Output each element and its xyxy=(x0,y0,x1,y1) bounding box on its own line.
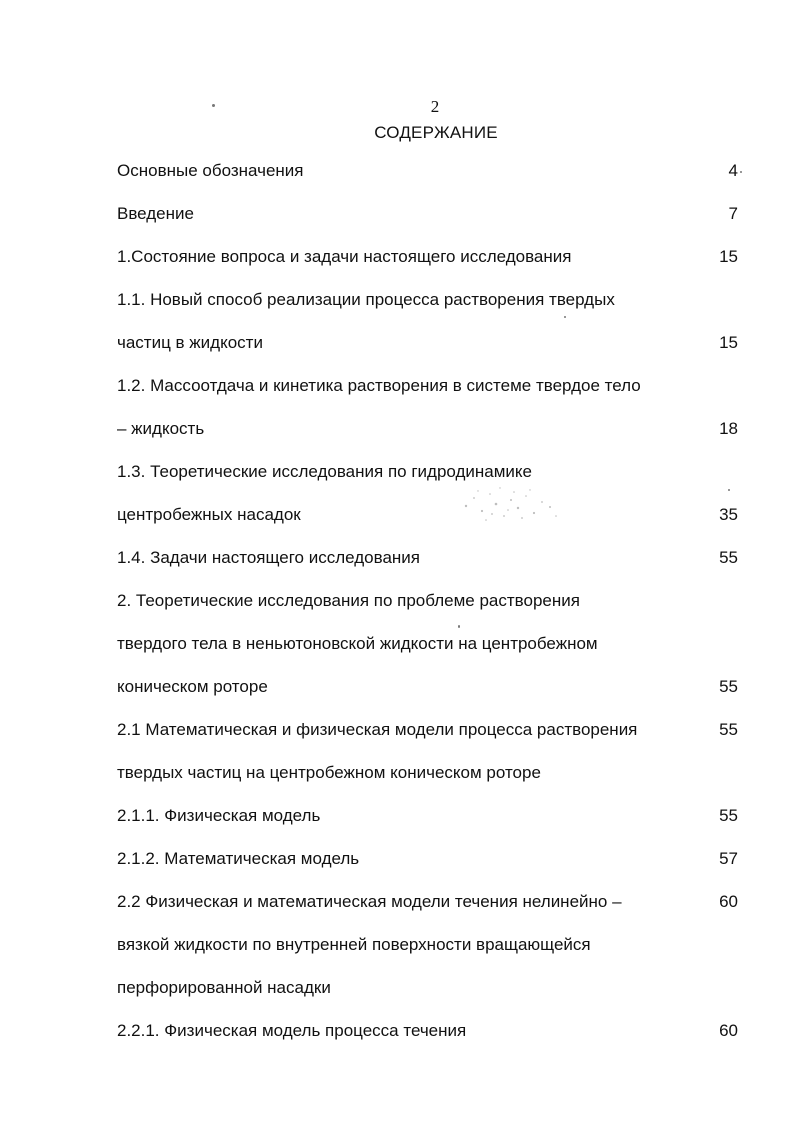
toc-line: перфорированной насадки xyxy=(117,978,331,997)
toc-page: 35 xyxy=(719,505,738,524)
toc-line: Основные обозначения xyxy=(117,161,304,180)
toc-page: 60 xyxy=(719,1021,738,1040)
scan-speck xyxy=(728,489,730,491)
toc-line: твердого тела в неньютоновской жидкости на центробежном xyxy=(117,634,598,653)
toc-line: 1.2. Массоотдача и кинетика растворения в системе твердое тело xyxy=(117,376,641,395)
toc-line: 1.Состояние вопроса и задачи настоящего исследования xyxy=(117,247,572,266)
toc-line: 2.2.1. Физическая модель процесса течения xyxy=(117,1021,467,1040)
toc-line: коническом роторе xyxy=(117,677,268,696)
toc-line: 2.1 Математическая и физическая модели процесса растворения xyxy=(117,720,638,739)
toc-line: 2.1.2. Математическая модель xyxy=(117,849,360,868)
toc-page: 7 xyxy=(728,204,738,223)
scan-speck xyxy=(564,316,566,318)
scan-speck xyxy=(458,625,460,628)
toc-line: 2. Теоретические исследования по проблеме растворения xyxy=(117,591,580,610)
toc-page: 60 xyxy=(719,892,738,911)
toc-line: твердых частиц на центробежном коническом роторе xyxy=(117,763,541,782)
toc-line: 1.3. Теоретические исследования по гидродинамике xyxy=(117,462,533,481)
toc-line: вязкой жидкости по внутренней поверхности вращающейся xyxy=(117,935,591,954)
toc-page: 57 xyxy=(719,849,738,868)
toc-line: 2.1.1. Физическая модель xyxy=(117,806,321,825)
toc-line: 1.4. Задачи настоящего исследования xyxy=(117,548,420,567)
toc-line: центробежных насадок xyxy=(117,505,301,524)
toc-page: 55 xyxy=(719,677,738,696)
toc-page: 4 xyxy=(728,161,738,180)
toc-page: 15 xyxy=(719,247,738,266)
scan-speck xyxy=(740,171,742,173)
toc-line: частиц в жидкости xyxy=(117,333,263,352)
toc-page: 55 xyxy=(719,548,738,567)
toc-line: – жидкость xyxy=(117,419,205,438)
toc-page: 15 xyxy=(719,333,738,352)
toc-line: 2.2 Физическая и математическая модели течения нелинейно – xyxy=(117,892,622,911)
toc-page: 55 xyxy=(719,720,738,739)
page-title: СОДЕРЖАНИЕ xyxy=(374,123,498,142)
scan-speck xyxy=(212,104,215,107)
toc-page: 55 xyxy=(719,806,738,825)
page-number: 2 xyxy=(430,97,440,116)
toc-line: 1.1. Новый способ реализации процесса растворения твердых xyxy=(117,290,615,309)
scan-smudge xyxy=(456,476,576,526)
toc-line: Введение xyxy=(117,204,194,223)
toc-page: 18 xyxy=(719,419,738,438)
